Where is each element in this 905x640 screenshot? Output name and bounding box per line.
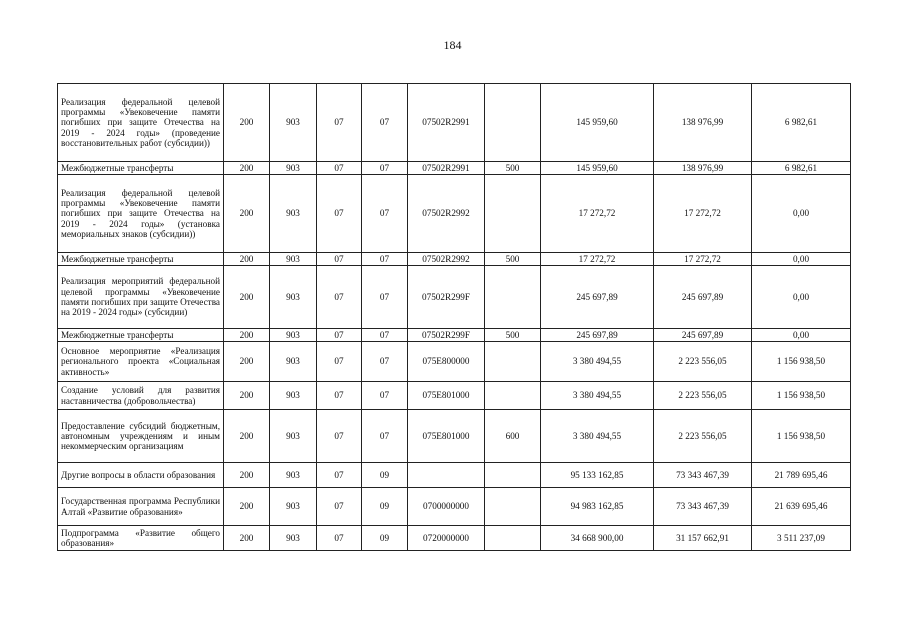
amount-executed: 245 697,89 bbox=[654, 266, 752, 329]
code-admin: 200 bbox=[224, 488, 270, 526]
code-department: 903 bbox=[270, 342, 317, 382]
code-subsection: 07 bbox=[362, 253, 408, 266]
amount-remaining: 3 511 237,09 bbox=[752, 526, 851, 551]
code-section: 07 bbox=[317, 253, 362, 266]
code-section: 07 bbox=[317, 329, 362, 342]
code-section: 07 bbox=[317, 463, 362, 488]
code-department: 903 bbox=[270, 329, 317, 342]
code-department: 903 bbox=[270, 382, 317, 410]
code-subsection: 09 bbox=[362, 526, 408, 551]
row-description: Реализация федеральной целевой программы «Увековечение памяти погибших при защите Отечества на 2019 - 2024 годы» (установка мемориальных знаков (субсидии)) bbox=[58, 175, 224, 253]
code-admin: 200 bbox=[224, 410, 270, 463]
code-target-article: 07502R2991 bbox=[408, 84, 485, 162]
amount-plan: 3 380 494,55 bbox=[541, 410, 654, 463]
amount-executed: 2 223 556,05 bbox=[654, 410, 752, 463]
table-row bbox=[58, 162, 851, 175]
code-admin: 200 bbox=[224, 84, 270, 162]
code-admin: 200 bbox=[224, 266, 270, 329]
code-section: 07 bbox=[317, 410, 362, 463]
code-section: 07 bbox=[317, 526, 362, 551]
code-admin: 200 bbox=[224, 329, 270, 342]
code-target-article: 075E800000 bbox=[408, 342, 485, 382]
code-target-article: 07502R2992 bbox=[408, 253, 485, 266]
table-row bbox=[58, 253, 851, 266]
code-expense-type bbox=[485, 342, 541, 382]
code-expense-type bbox=[485, 382, 541, 410]
code-target-article: 07502R299F bbox=[408, 329, 485, 342]
table-row bbox=[58, 175, 851, 253]
table-row bbox=[58, 266, 851, 329]
amount-executed: 17 272,72 bbox=[654, 253, 752, 266]
amount-executed: 245 697,89 bbox=[654, 329, 752, 342]
amount-remaining: 0,00 bbox=[752, 253, 851, 266]
table-row bbox=[58, 382, 851, 410]
code-target-article bbox=[408, 463, 485, 488]
code-target-article: 075E801000 bbox=[408, 410, 485, 463]
code-department: 903 bbox=[270, 488, 317, 526]
table-row bbox=[58, 526, 851, 551]
code-target-article: 0720000000 bbox=[408, 526, 485, 551]
table-row bbox=[58, 84, 851, 162]
code-section: 07 bbox=[317, 266, 362, 329]
amount-plan: 17 272,72 bbox=[541, 175, 654, 253]
code-expense-type bbox=[485, 84, 541, 162]
code-department: 903 bbox=[270, 84, 317, 162]
row-description: Основное мероприятие «Реализация регионального проекта «Социальная активность» bbox=[58, 342, 224, 382]
amount-plan: 17 272,72 bbox=[541, 253, 654, 266]
amount-plan: 95 133 162,85 bbox=[541, 463, 654, 488]
code-department: 903 bbox=[270, 410, 317, 463]
code-department: 903 bbox=[270, 526, 317, 551]
amount-remaining: 21 789 695,46 bbox=[752, 463, 851, 488]
amount-plan: 145 959,60 bbox=[541, 162, 654, 175]
code-department: 903 bbox=[270, 266, 317, 329]
row-description: Реализация мероприятий федеральной целевой программы «Увековечение памяти погибших при защите Отечества на 2019 - 2024 годы» (субсидии) bbox=[58, 266, 224, 329]
amount-plan: 34 668 900,00 bbox=[541, 526, 654, 551]
code-subsection: 07 bbox=[362, 162, 408, 175]
code-admin: 200 bbox=[224, 253, 270, 266]
amount-remaining: 6 982,61 bbox=[752, 162, 851, 175]
page-number: 184 bbox=[443, 38, 462, 52]
amount-plan: 3 380 494,55 bbox=[541, 342, 654, 382]
row-description: Реализация федеральной целевой программы «Увековечение памяти погибших при защите Отечества на 2019 - 2024 годы» (проведение восстановительных работ (субсидии)) bbox=[58, 84, 224, 162]
code-expense-type bbox=[485, 266, 541, 329]
amount-remaining: 1 156 938,50 bbox=[752, 382, 851, 410]
amount-remaining: 0,00 bbox=[752, 175, 851, 253]
code-expense-type bbox=[485, 175, 541, 253]
code-target-article: 07502R2991 bbox=[408, 162, 485, 175]
code-section: 07 bbox=[317, 84, 362, 162]
amount-executed: 2 223 556,05 bbox=[654, 342, 752, 382]
amount-plan: 94 983 162,85 bbox=[541, 488, 654, 526]
code-subsection: 07 bbox=[362, 410, 408, 463]
row-description: Межбюджетные трансферты bbox=[58, 253, 224, 266]
amount-remaining: 1 156 938,50 bbox=[752, 410, 851, 463]
code-admin: 200 bbox=[224, 342, 270, 382]
budget-table bbox=[57, 83, 851, 551]
row-description: Межбюджетные трансферты bbox=[58, 329, 224, 342]
row-description: Подпрограмма «Развитие общего образования» bbox=[58, 526, 224, 551]
code-admin: 200 bbox=[224, 175, 270, 253]
table-row bbox=[58, 329, 851, 342]
budget-table-body bbox=[58, 84, 851, 551]
row-description: Межбюджетные трансферты bbox=[58, 162, 224, 175]
code-section: 07 bbox=[317, 382, 362, 410]
code-target-article: 07502R299F bbox=[408, 266, 485, 329]
amount-executed: 31 157 662,91 bbox=[654, 526, 752, 551]
table-row bbox=[58, 463, 851, 488]
code-admin: 200 bbox=[224, 382, 270, 410]
table-row bbox=[58, 488, 851, 526]
amount-plan: 245 697,89 bbox=[541, 329, 654, 342]
amount-executed: 73 343 467,39 bbox=[654, 488, 752, 526]
amount-executed: 138 976,99 bbox=[654, 84, 752, 162]
code-target-article: 075E801000 bbox=[408, 382, 485, 410]
code-subsection: 09 bbox=[362, 488, 408, 526]
code-expense-type bbox=[485, 526, 541, 551]
code-subsection: 07 bbox=[362, 84, 408, 162]
amount-remaining: 21 639 695,46 bbox=[752, 488, 851, 526]
amount-executed: 2 223 556,05 bbox=[654, 382, 752, 410]
amount-executed: 73 343 467,39 bbox=[654, 463, 752, 488]
table-row bbox=[58, 410, 851, 463]
code-section: 07 bbox=[317, 162, 362, 175]
amount-remaining: 0,00 bbox=[752, 266, 851, 329]
code-section: 07 bbox=[317, 342, 362, 382]
code-expense-type: 500 bbox=[485, 253, 541, 266]
code-department: 903 bbox=[270, 253, 317, 266]
code-admin: 200 bbox=[224, 526, 270, 551]
amount-plan: 145 959,60 bbox=[541, 84, 654, 162]
code-expense-type: 500 bbox=[485, 329, 541, 342]
code-subsection: 07 bbox=[362, 382, 408, 410]
row-description: Другие вопросы в области образования bbox=[58, 463, 224, 488]
code-expense-type bbox=[485, 488, 541, 526]
code-subsection: 07 bbox=[362, 175, 408, 253]
code-department: 903 bbox=[270, 175, 317, 253]
amount-plan: 245 697,89 bbox=[541, 266, 654, 329]
code-expense-type bbox=[485, 463, 541, 488]
code-expense-type: 500 bbox=[485, 162, 541, 175]
row-description: Государственная программа Республики Алтай «Развитие образования» bbox=[58, 488, 224, 526]
table-row bbox=[58, 342, 851, 382]
amount-remaining: 1 156 938,50 bbox=[752, 342, 851, 382]
code-department: 903 bbox=[270, 463, 317, 488]
row-description: Предоставление субсидий бюджетным, автономным учреждениям и иным некоммерческим организациям bbox=[58, 410, 224, 463]
code-admin: 200 bbox=[224, 162, 270, 175]
code-department: 903 bbox=[270, 162, 317, 175]
code-expense-type: 600 bbox=[485, 410, 541, 463]
code-section: 07 bbox=[317, 175, 362, 253]
code-subsection: 07 bbox=[362, 266, 408, 329]
amount-plan: 3 380 494,55 bbox=[541, 382, 654, 410]
code-admin: 200 bbox=[224, 463, 270, 488]
amount-executed: 17 272,72 bbox=[654, 175, 752, 253]
amount-remaining: 0,00 bbox=[752, 329, 851, 342]
amount-remaining: 6 982,61 bbox=[752, 84, 851, 162]
code-section: 07 bbox=[317, 488, 362, 526]
row-description: Создание условий для развития наставничества (добровольчества) bbox=[58, 382, 224, 410]
code-subsection: 09 bbox=[362, 463, 408, 488]
code-target-article: 0700000000 bbox=[408, 488, 485, 526]
code-subsection: 07 bbox=[362, 342, 408, 382]
amount-executed: 138 976,99 bbox=[654, 162, 752, 175]
code-target-article: 07502R2992 bbox=[408, 175, 485, 253]
code-subsection: 07 bbox=[362, 329, 408, 342]
